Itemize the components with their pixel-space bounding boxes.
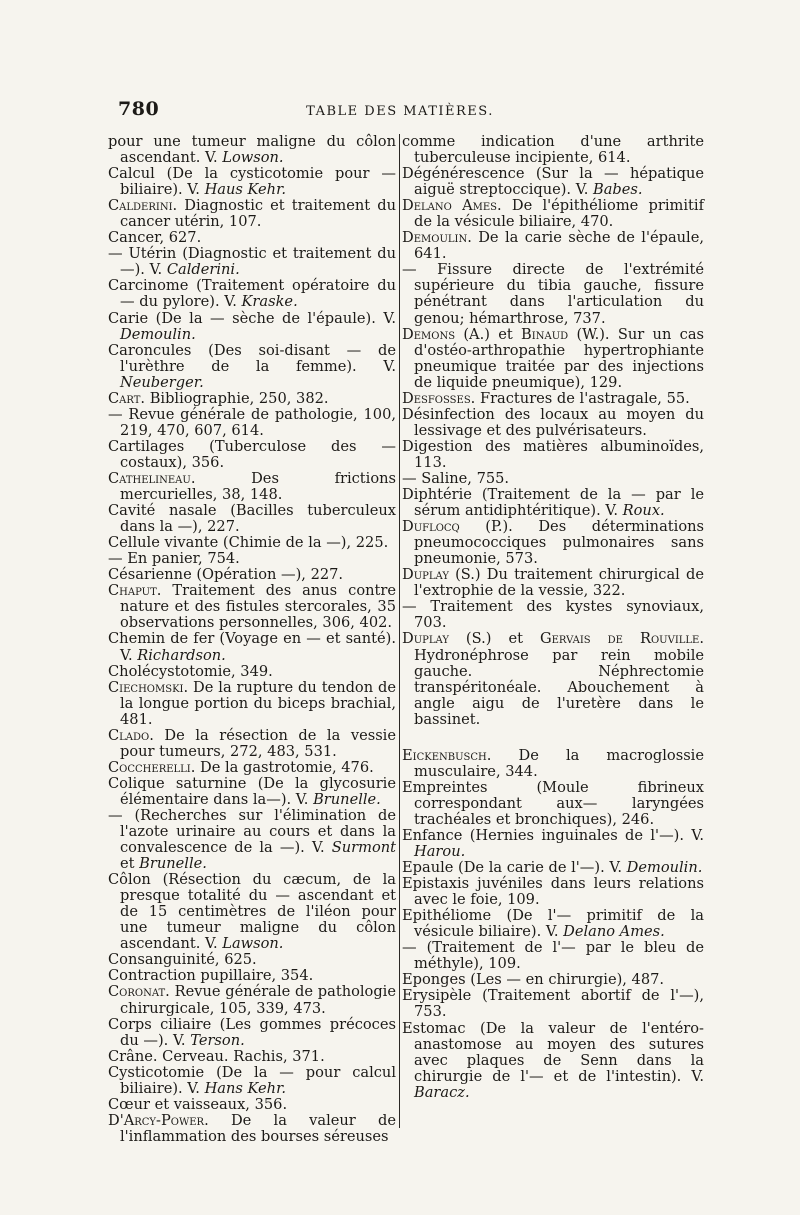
entry-text: comme indication d'une arthrite tuberculeuse incipiente, 614. [402, 133, 704, 167]
index-entry [402, 262, 704, 326]
entry-text: Carie (De la — sèche de l'épaule). V. [108, 309, 396, 327]
index-entry [402, 327, 704, 391]
entry-text: (S.) Du traitement chirurgical de l'extrophie de la vessie, 322. [414, 566, 704, 600]
cross-reference: Demoulin. [626, 859, 703, 877]
index-entry [402, 972, 704, 988]
entry-text: Carcinome (Traitement opératoire du — du pylore). V. [108, 277, 396, 311]
index-entry [108, 664, 396, 680]
author-name: Chaput. [108, 582, 162, 600]
author-name: Binaud [521, 325, 569, 343]
index-entry [108, 166, 396, 198]
cross-reference: Kraske. [241, 293, 298, 311]
entry-text: Cellule vivante (Chimie de la —), 225. [108, 534, 389, 552]
entry-text: Des frictions mercurielles, 38, 148. [120, 469, 396, 504]
entry-text: — En panier, 754. [108, 550, 240, 568]
index-entry [402, 439, 704, 471]
page-number: 780 [118, 98, 160, 120]
author-name: Cart. [108, 389, 146, 407]
index-entry [108, 1065, 396, 1097]
cross-reference: Brunelle. [313, 790, 381, 808]
index-entry [108, 1113, 396, 1145]
author-name: Coronat. [108, 983, 170, 1001]
entry-text: Hydronéphrose par rein mobile gauche. Néphrectomie transpéritonéale. Abouchement à angle aigu de l'uretère dans le bassinet. [414, 646, 704, 728]
entry-text: Eponges (Les — en chirurgie), 487. [402, 971, 665, 989]
entry-text: Epistaxis juvéniles dans leurs relations avec le foie, 109. [402, 875, 704, 909]
index-entry [108, 278, 396, 310]
entry-text: (P.). Des déterminations pneumococciques pulmonaires sans pneumonie, 573. [414, 518, 704, 568]
cross-reference: Demoulin. [120, 325, 196, 343]
entry-text: pour une tumeur maligne du côlon ascendant. V. [108, 133, 396, 167]
cross-reference: Brunelle. [139, 855, 207, 873]
entry-text: Epithéliome (De l'— primitif de la vésicule biliaire). V. [402, 907, 704, 941]
entry-text: (S.) et [448, 630, 540, 648]
entry-text: — (Traitement de l'— par le bleu de méthyle), 109. [402, 939, 704, 973]
index-entry [402, 166, 704, 198]
entry-text: (W.). Sur un cas d'ostéo-arthropathie hypertrophiante pneumique traitée par des injections de liquide pneumique), 129. [414, 325, 705, 391]
index-entry [402, 407, 704, 439]
author-name: Duplay [402, 630, 449, 648]
index-entry [108, 503, 396, 535]
entry-text: — (Recherches sur l'élimination de l'azote urinaire au cours et dans la convalescence de la —). V. [108, 806, 396, 857]
entry-text: De la résection de la vessie pour tumeurs, 272, 483, 531. [120, 726, 396, 760]
author-name: D'Arcy-Power. [108, 1111, 209, 1129]
index-entry [402, 940, 704, 972]
index-entry [108, 246, 396, 278]
entry-text: — Utérin (Diagnostic et traitement du —). V. [108, 245, 396, 279]
index-entry [108, 1097, 396, 1113]
index-entry [108, 968, 396, 984]
index-entry [402, 860, 704, 876]
index-entry [402, 780, 704, 828]
entry-text: De la rupture du tendon de la longue portion du biceps brachial, 481. [120, 678, 396, 728]
author-name: Cathelineau. [108, 469, 196, 487]
entry-text: Cancer, 627. [108, 229, 202, 247]
cross-reference: Lowson. [222, 149, 284, 167]
cross-reference: Lawson. [222, 935, 284, 953]
index-entry [402, 134, 704, 166]
index-entry [108, 1049, 396, 1065]
index-entry [402, 487, 704, 519]
entry-text: Dégénérescence (Sur la — hépatique aiguë streptoccique). V. [402, 165, 704, 199]
index-entry [108, 198, 396, 230]
index-entry [402, 748, 704, 780]
cross-reference: Calderini. [166, 261, 240, 279]
index-entry [402, 908, 704, 940]
entry-text: — Revue générale de pathologie, 100, 219, 470, 607, 614. [108, 405, 396, 439]
cross-reference: Richardson. [137, 646, 226, 664]
entry-text: (A.) et [455, 325, 522, 343]
index-entry [108, 230, 396, 246]
cross-reference: Terson. [190, 1031, 245, 1049]
cross-reference: Haus Kehr. [204, 181, 287, 199]
entry-text: Cysticotomie (De la — pour calcul biliaire). V. [108, 1063, 396, 1097]
cross-reference: Baracz. [414, 1083, 470, 1101]
entry-text: Bibliographie, 250, 382. [145, 389, 329, 407]
index-entry [108, 760, 396, 776]
author-name: Demoulin. [402, 229, 472, 247]
index-entry [108, 471, 396, 503]
entry-text: Chemin de fer (Voyage en — et santé). V. [108, 630, 396, 664]
author-name: Duplay [402, 566, 449, 584]
entry-text: Consanguinité, 625. [108, 951, 257, 969]
entry-text: Digestion des matières albuminoïdes, 113. [402, 437, 704, 471]
entry-text: Fractures de l'astragale, 55. [475, 389, 690, 407]
index-entry [108, 952, 396, 968]
author-name: Calderini. [108, 197, 178, 215]
index-entry [402, 230, 704, 262]
index-entry [108, 439, 396, 471]
entry-text: Estomac (De la valeur de l'entéro-anastomose au moyen des sutures avec plaques de Senn dans la chirurgie de l'— et de l'intestin). V. [402, 1019, 704, 1085]
index-entry [402, 391, 704, 407]
index-entry [108, 134, 396, 166]
index-entry [402, 988, 704, 1020]
cross-reference: Hans Kehr. [204, 1079, 287, 1097]
index-entry [402, 828, 704, 860]
author-name: Demons [402, 325, 456, 343]
entry-text: et [120, 855, 140, 873]
entry-text: Erysipèle (Traitement abortif de l'—), 753. [402, 987, 704, 1021]
index-entry [108, 728, 396, 760]
cross-reference: Harou. [414, 843, 466, 861]
entry-text: Désinfection des locaux au moyen du lessivage et des pulvérisateurs. [402, 405, 704, 439]
index-entry [108, 631, 396, 663]
index-entry [108, 551, 396, 567]
entry-text: Revue générale de pathologie chirurgicale, 105, 339, 473. [120, 983, 396, 1017]
index-entry [402, 631, 704, 727]
entry-text: Diagnostic et traitement du cancer utérin, 107. [120, 197, 396, 231]
running-head: TABLE DES MATIÈRES. [306, 104, 494, 119]
entry-text: De la macroglossie musculaire, 344. [414, 746, 704, 780]
cross-reference: Delano Ames. [563, 923, 665, 941]
index-entry [108, 680, 396, 728]
cross-reference: Surmont [331, 839, 396, 857]
cross-reference: Roux. [622, 502, 665, 520]
index-entry [108, 311, 396, 343]
author-name: Duflocq [402, 518, 460, 536]
author-name: Gervais de Rouville. [539, 630, 704, 648]
author-name: Desfosses. [402, 389, 476, 407]
index-entry [108, 984, 396, 1016]
entry-text: Cholécystotomie, 349. [108, 662, 273, 680]
index-entry [108, 1017, 396, 1049]
entry-text: Colique saturnine (De la glycosurie élémentaire dans la—). V. [108, 774, 396, 808]
entry-text: Contraction pupillaire, 354. [108, 967, 314, 985]
index-entry [108, 343, 396, 391]
index-entry [402, 567, 704, 599]
author-name: Coccherelli. [108, 758, 196, 776]
entry-text: De la carie sèche de l'épaule, 641. [414, 229, 704, 263]
index-entry [108, 535, 396, 551]
index-entry [108, 872, 396, 952]
index-entry [402, 599, 704, 631]
entry-text: Diphtérie (Traitement de la — par le sérum antidiphtéritique). V. [402, 486, 704, 520]
entry-text: Calcul (De la cysticotomie pour — biliaire). V. [108, 165, 396, 199]
entry-text: Empreintes (Moule fibrineux correspondant aux— laryngées trachéales et bronchiques), 246. [402, 778, 704, 828]
entry-text: De la valeur de l'inflammation des bourses séreuses [120, 1111, 396, 1145]
index-entry [402, 1021, 704, 1101]
entry-text: — Fissure directe de l'extrémité supérieure du tibia gauche, fissure pénétrant dans l'articulation du genou; hémarthrose, 737. [402, 261, 704, 327]
entry-text: Epaule (De la carie de l'—). V. [402, 859, 627, 877]
entry-text: Crâne. Cerveau. Rachis, 371. [108, 1047, 325, 1065]
index-entry [108, 776, 396, 808]
index-column-right [402, 134, 704, 1101]
column-divider [399, 134, 400, 1128]
entry-text: — Traitement des kystes synoviaux, 703. [402, 598, 704, 632]
entry-text: De la gastrotomie, 476. [195, 758, 374, 776]
index-entry [108, 583, 396, 631]
entry-text: Césarienne (Opération —), 227. [108, 566, 344, 584]
index-entry [402, 876, 704, 908]
cross-reference: Neuberger. [120, 373, 204, 391]
author-name: Eickenbusch. [402, 746, 492, 764]
author-name: Clado. [108, 726, 154, 744]
entry-text: Cartilages (Tuberculose des — costaux), 356. [108, 437, 396, 471]
entry-text: Caroncules (Des soi-disant — de l'urèthre de la femme). V. [108, 341, 396, 375]
entry-text: Corps ciliaire (Les gommes précoces du —). V. [108, 1015, 396, 1049]
entry-text: Cœur et vaisseaux, 356. [108, 1095, 288, 1113]
index-entry [108, 808, 396, 872]
index-column-left [108, 134, 396, 1145]
entry-text: Enfance (Hernies inguinales de l'—). V. [402, 826, 704, 844]
author-name: Delano Ames. [402, 197, 502, 215]
index-entry [108, 391, 396, 407]
entry-text: De l'épithéliome primitif de la vésicule biliaire, 470. [414, 197, 704, 231]
cross-reference: Babes. [592, 181, 643, 199]
entry-text: Côlon (Résection du cæcum, de la presque totalité du — ascendant et de 15 centimètres de l'iléon pour une tumeur maligne du côlon ascendant. V. [108, 871, 396, 953]
index-columns [108, 133, 708, 1145]
index-entry [402, 471, 704, 487]
author-name: Ciechomski. [108, 678, 189, 696]
index-entry [108, 407, 396, 439]
index-entry [402, 198, 704, 230]
entry-text: — Saline, 755. [402, 469, 510, 487]
index-entry [402, 519, 704, 567]
entry-text: Cavité nasale (Bacilles tuberculeux dans la —), 227. [108, 502, 396, 536]
entry-text: Traitement des anus contre nature et des fistules stercorales, 35 observations personnelles, 306, 402. [120, 582, 396, 632]
index-entry [108, 567, 396, 583]
